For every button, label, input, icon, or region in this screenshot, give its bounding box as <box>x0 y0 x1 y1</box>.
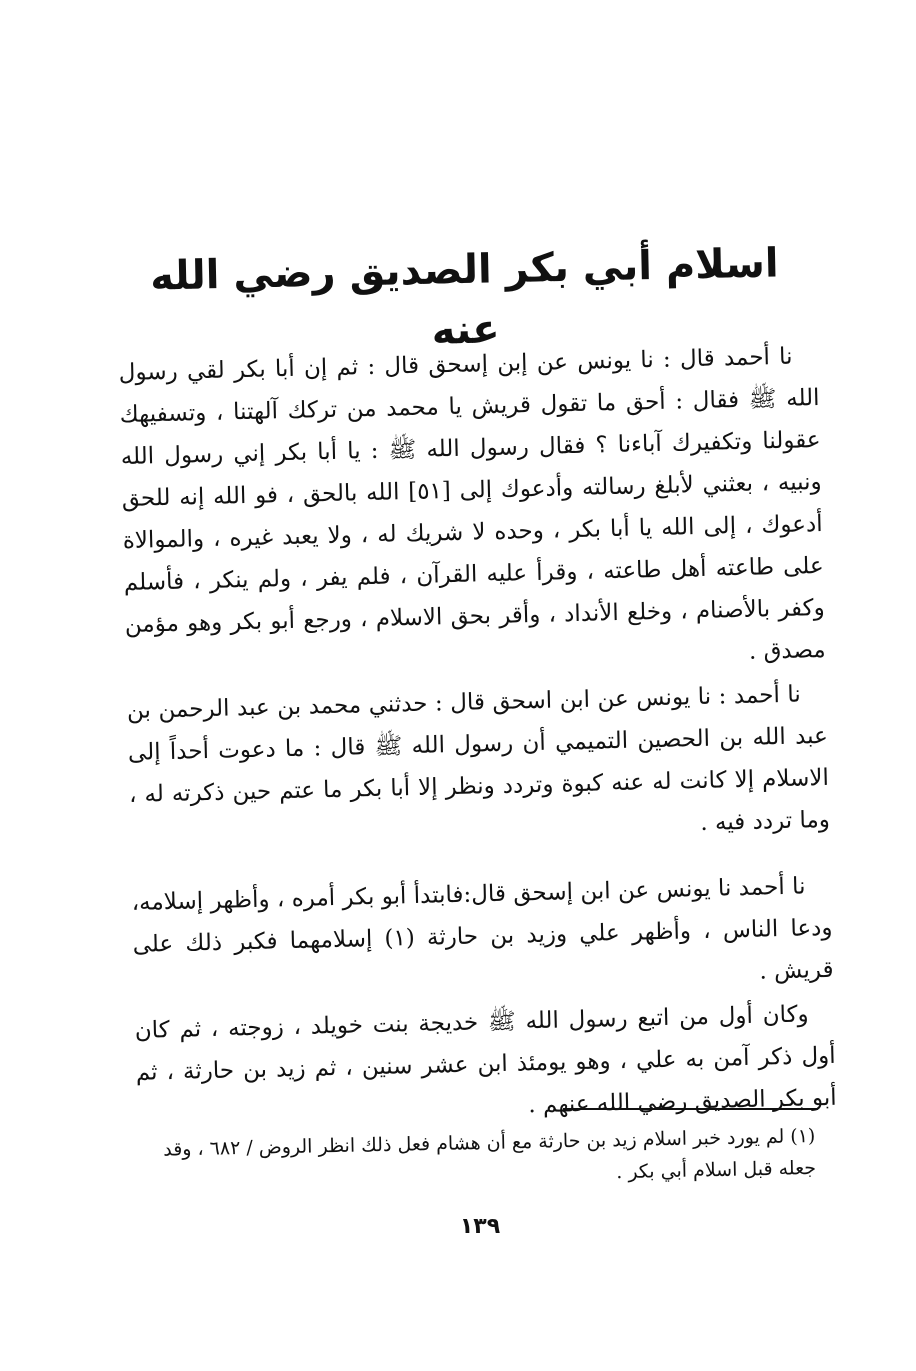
chapter-title: اسلام أبي بكر الصديق رضي الله عنه <box>149 240 780 354</box>
paragraph-1: نا أحمد قال : نا يونس عن إبن إسحق قال : ثم إن أبا بكر لقي رسول الله ﷺ فقال : أحق ما تقول قريش يا محمد من تركك آلهتنا ، وتسفيهك عقولنا وتكفيرك آباءنا ؟ فقال رسول الله ﷺ : يا أبا بكر إني رسول الله ونبيه ، بعثني لأبلغ رسالته وأدعوك إلى [٥١] الله بالحق ، فو الله إنه للحق أدعوك ، إلى الله يا أبا بكر ، وحده لا شريك له ، ولا يعبد غيره ، والموالاة على طاعته أهل طاعته ، وقرأ عليه القرآن ، فلم يفر ، ولم ينكر ، فأسلم وكفر بالأصنام ، وخلع الأنداد ، وأقر بحق الاسلام ، ورجع أبو بكر وهو مؤمن مصدق . <box>118 343 827 665</box>
footnote: (١) لم يورد خبر اسلام زيد بن حارثة مع أن هشام فعل ذلك انظر الروض / ٦٨٢ ، وقد جعله قبل اسلام أبي بكر . <box>162 1124 817 1184</box>
paragraph-4: وكان أول من اتبع رسول الله ﷺ خديجة بنت خويلد ، زوجته ، ثم كان أول ذكر آمن به علي ، وهو يومئذ ابن عشر سنين ، ثم زيد بن حارثة ، ثم أبو بكر الصديق رضي الله عنهم . <box>134 1001 837 1119</box>
main-text <box>118 335 837 1136</box>
page-number: ١٣٩ <box>459 1214 501 1239</box>
footnote-divider <box>563 1108 818 1110</box>
paragraph-3: نا أحمد نا يونس عن ابن إسحق قال:فابتدأ أبو بكر أمره ، وأظهر إسلامه، ودعا الناس ، وأظهر علي وزيد بن حارثة (١) إسلامهما فكبر ذلك على قريش . <box>131 873 834 985</box>
paragraph-2: نا أحمد : نا يونس عن ابن اسحق قال : حدثني محمد بن عبد الرحمن بن عبد الله بن الحصين التميمي أن رسول الله ﷺ قال : ما دعوت أحداً إلى الاسلام إلا كانت له عنه كبوة وتردد ونظر إلا أبا بكر ما عتم حين ذكرته له ، وما تردد فيه . <box>126 681 831 837</box>
